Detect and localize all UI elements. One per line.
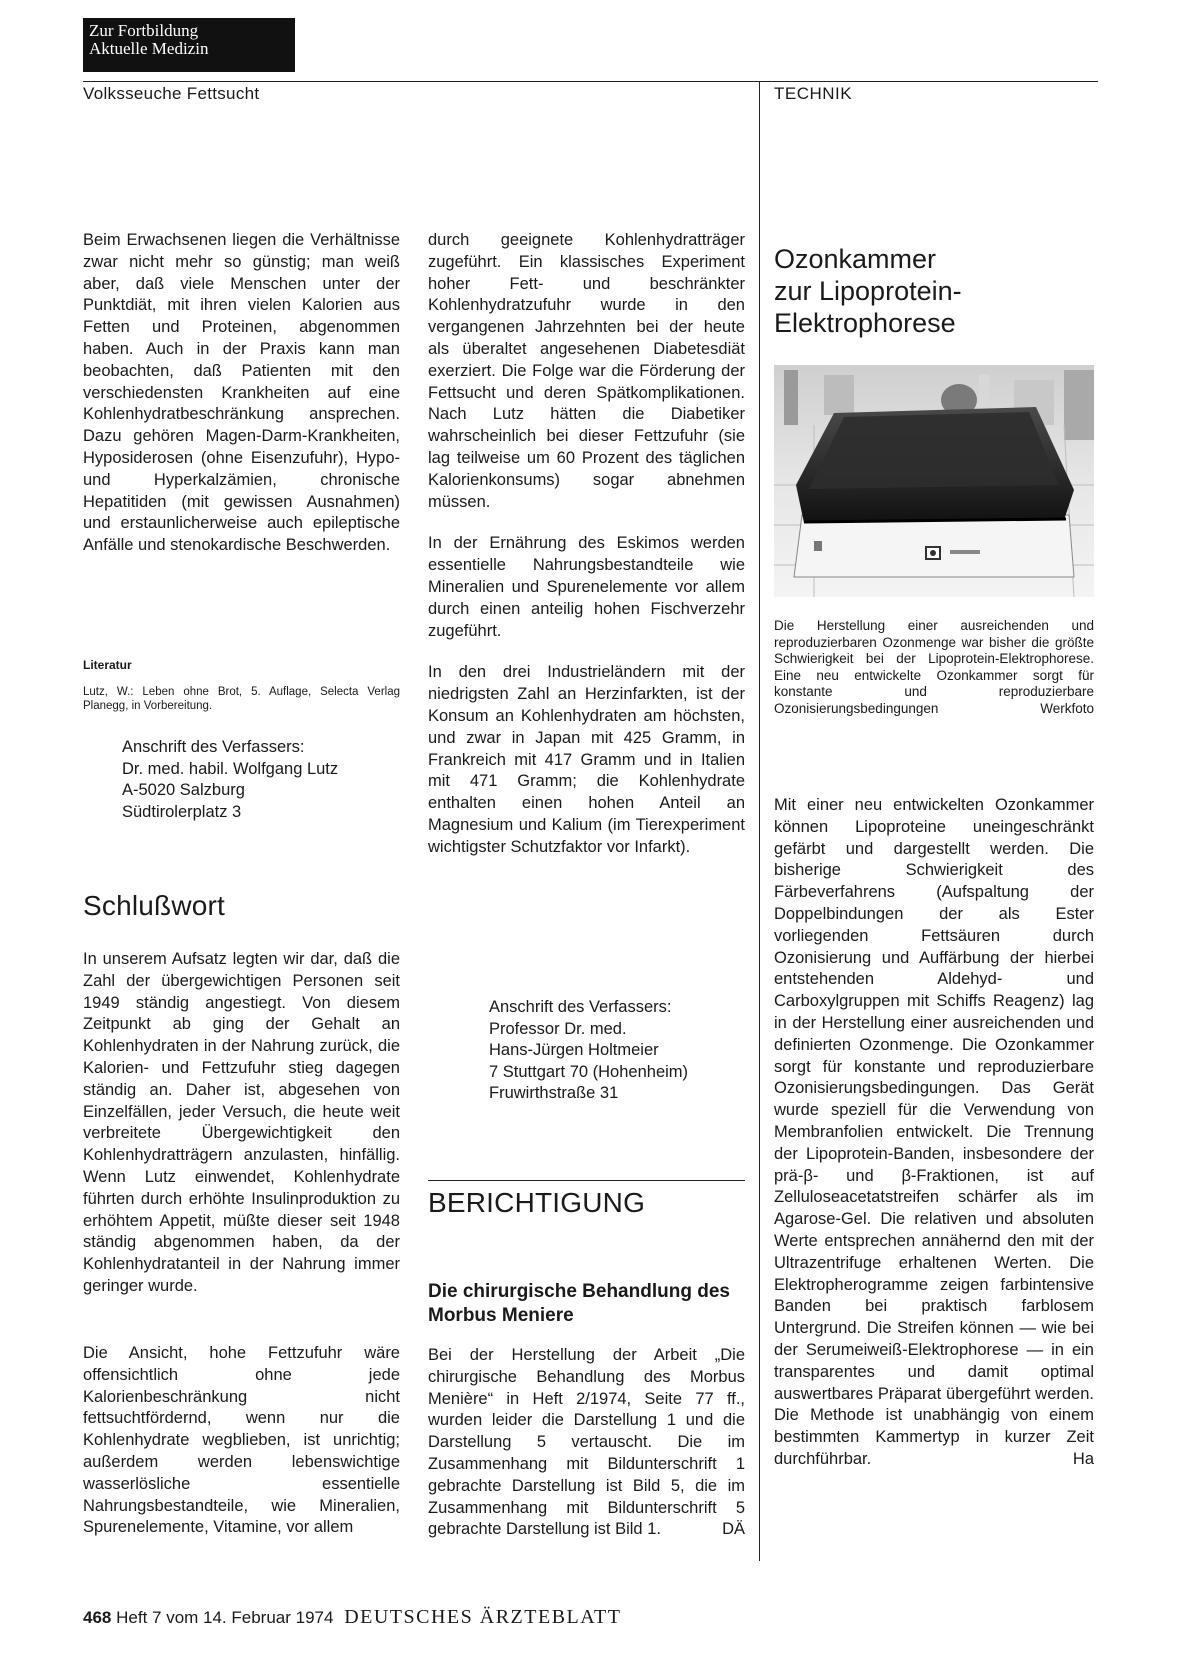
badge-line-2: Aktuelle Medizin: [89, 39, 209, 58]
title-line: zur Lipoprotein-: [774, 276, 962, 306]
address-line: 7 Stuttgart 70 (Hohenheim): [489, 1062, 689, 1081]
paragraph: [428, 1345, 745, 1541]
magazine-name: DEUTSCHES ÄRZTEBLATT: [344, 1606, 622, 1628]
page-footer: [83, 1606, 621, 1629]
header-rule: [83, 81, 1098, 82]
column-2-end: [428, 1345, 745, 1541]
ozone-chamber-photo: [774, 365, 1094, 597]
column-1-continued: [83, 949, 400, 1298]
address-line: A-5020 Salzburg: [122, 781, 245, 799]
paragraph: In den drei Industrieländern mit der niedrigsten Zahl an Herzinfarkten, ist der Konsum an Kohlenhydraten am höchsten, und zwar in Japan mit 425 Gramm, in Frankreich mit 417 Gramm und in Italien mit 471 Gramm; die Kohlenhydrate enthalten einen hohen Anteil an Magnesium und Kalium (im Tierexperiment wichtigster Schutzfaktor vor Infarkt).: [428, 663, 745, 856]
running-title-right: TECHNIK: [774, 84, 853, 103]
address-line: Dr. med. habil. Wolfgang Lutz: [122, 759, 339, 778]
address-line: Anschrift des Verfassers:: [122, 738, 305, 756]
article-title: [774, 243, 1094, 339]
section-title-berichtigung: BERICHTIGUNG: [428, 1187, 646, 1218]
column-2: [428, 230, 745, 859]
column-1-end: [83, 1343, 400, 1539]
address-line: Anschrift des Verfassers:: [489, 998, 672, 1016]
section-badge: [83, 18, 295, 72]
author-address-1: [122, 737, 412, 823]
photo-caption: [774, 618, 1094, 717]
signoff: Ha: [1072, 1449, 1094, 1468]
paragraph: durch geeignete Kohlenhydratträger zugeführt. Ein klassisches Experiment hoher Fett- und beschränkter Kohlenhydratzufuhr wurde in den vergangenen Jahrzehnten bei der heute als überaltet angesehenen Diabetesdiät exerziert. Die Folge war die Förderung der Fettsucht und deren Spätkomplikationen. Nach Lutz hätten die Diabetiker wahrscheinlich bei dieser Fettzufuhr (sie lag teilweise um 60 Prozent des täglichen Kalorienkonsums) sogar abnehmen müssen.: [428, 231, 745, 511]
column-divider: [759, 81, 760, 1561]
column-1: [83, 230, 400, 557]
article-subtitle: Die chirurgische Behandlung des Morbus Meniere: [428, 1281, 730, 1326]
literature-reference: Lutz, W.: Leben ohne Brot, 5. Auflage, Selecta Verlag Planegg, in Vorbereitung.: [83, 686, 400, 712]
column-3: [774, 795, 1094, 1471]
author-address-2: [489, 997, 759, 1105]
literature-heading: Literatur: [83, 658, 132, 672]
issue-info: Heft 7 vom 14. Februar 1974: [116, 1608, 334, 1627]
paragraph: Die Ansicht, hohe Fettzufuhr wäre offensichtlich ohne jede Kalorienbeschränkung nicht fettsuchtfördernd, wenn nur die Kohlenhydrate wegblieben, ist unrichtig; außerdem werden lebenswichtige wasserlösliche essentielle Nahrungsbestandteile, wie Mineralien, Spurenelemente, Vitamine, vor allem: [83, 1344, 400, 1537]
paragraph: In unserem Aufsatz legten wir dar, daß die Zahl der übergewichtigen Personen seit 1949 ständig angestiegt. Von diesem Zeitpunkt ab ging der Gehalt an Kohlenhydraten in der Nahrung zurück, die Kalorien- und Fettzufuhr stieg dagegen ständig an. Daher ist, abgesehen von Einzelfällen, jeder Versuch, die heute weit verbreitete Übergewichtigkeit den Kohlenhydratträgern anzulasten, hinfällig. Wenn Lutz einwendet, Kohlenhydrate führten durch erhöhte Insulinproduktion zu erhöhtem Appetit, müßte dieser seit 1948 ständig abgenommen haben, da der Kohlenhydratanteil in der Nahrung immer geringer wurde.: [83, 950, 400, 1295]
paragraph: In der Ernährung des Eskimos werden essentielle Nahrungsbestandteile wie Mineralien und Spurenelemente vor allem durch einen anteilig hohen Fischverzehr zugeführt.: [428, 534, 745, 640]
title-line: Elektrophorese: [774, 308, 956, 338]
badge-line-1: Zur Fortbildung: [89, 21, 199, 40]
address-line: Hans-Jürgen Holtmeier: [489, 1041, 659, 1059]
caption-text: Die Herstellung einer ausreichenden und reproduzierbaren Ozonmenge war bisher die größte Schwierigkeit bei der Lipoprotein-Elektrophorese. Eine neu entwickelte Ozonkammer sorgt für konstante und reproduzierbare Ozonisierungsbedingungen: [774, 618, 1094, 716]
signoff: DÄ: [722, 1520, 745, 1539]
address-line: Fruwirthstraße 31: [489, 1084, 619, 1102]
article-body: Mit einer neu entwickelten Ozonkammer können Lipoproteine uneingeschränkt gefärbt und dargestellt werden. Die bisherige Schwierigkeit des Färbeverfahrens (Aufspaltung der Doppelbindungen der als Ester vorliegenden Fettsäuren durch Ozonisierung und Auffärbung der hierbei entstehenden Aldehyd- und Carboxylgruppen mit Schiffs Reagenz) lag in der Herstellung einer ausreichenden und definierten Ozonmenge. Die Ozonkammer sorgt für konstante und reproduzierbare Ozonisierungsbedingungen. Das Gerät wurde speziell für die Verwendung von Membranfolien entwickelt. Die Trennung der Lipoprotein-Banden, insbesondere der prä-β- und β-Fraktionen, ist auf Zelluloseacetatstreifen schärfer als im Agarose-Gel. Die relativen und absoluten Werte entsprechen annähernd den mit der Ultrazentrifuge erhaltenen Werten. Die Elektropherogramme zeigen farbintensive Banden bei praktisch farblosem Untergrund. Die Streifen können — wie bei der Serumeiweiß-Elektrophorese — in ein transparentes und damit optimal auswertbares Präparat übergeführt werden. Die Methode ist unabhängig von einem bestimmten Kammertyp in kurzer Zeit durchführbar.: [774, 796, 1094, 1468]
running-title-left: Volksseuche Fettsucht: [83, 84, 260, 103]
photo-illustration: [774, 365, 1094, 597]
address-line: Professor Dr. med.: [489, 1019, 627, 1038]
address-line: Südtirolerplatz 3: [122, 802, 242, 821]
title-line: Ozonkammer: [774, 244, 937, 274]
photo-credit: Werkfoto: [1040, 700, 1094, 716]
paragraph: [774, 795, 1094, 1471]
paragraph: Beim Erwachsenen liegen die Verhältnisse zwar nicht mehr so günstig; man weiß aber, daß viele Menschen unter der Punktdiät, mit ihren vielen Kalorien aus Fetten und Proteinen, abgenommen haben. Auch in der Praxis kann man beobachten, daß Patienten mit den verschiedensten Krankheiten auf eine Kohlenhydratbeschränkung ansprechen. Dazu gehören Magen-Darm-Krankheiten, Hyposiderosen (ohne Eisenzufuhr), Hypo- und Hyperkalzämien, chronische Hepatitiden (mit gewissen Ausnahmen) und erstaunlicherweise auch epileptische Anfälle und stenokardische Beschwerden.: [83, 231, 400, 555]
page-number: 468: [83, 1608, 112, 1627]
correction-text: Bei der Herstellung der Arbeit „Die chirurgische Behandlung des Morbus Menière“ in Heft 2/1974, Seite 77 ff., wurden leider die Darstellung 1 und die Darstellung 5 vertauscht. Die im Zusammenhang mit Bildunterschrift 1 gebrachte Darstellung ist Bild 5, die im Zusammenhang mit Bildunterschrift 5 gebrachte Darstellung ist Bild 1.: [428, 1346, 745, 1539]
section-title-schlusswort: Schlußwort: [83, 890, 226, 921]
section-rule: [428, 1180, 745, 1181]
